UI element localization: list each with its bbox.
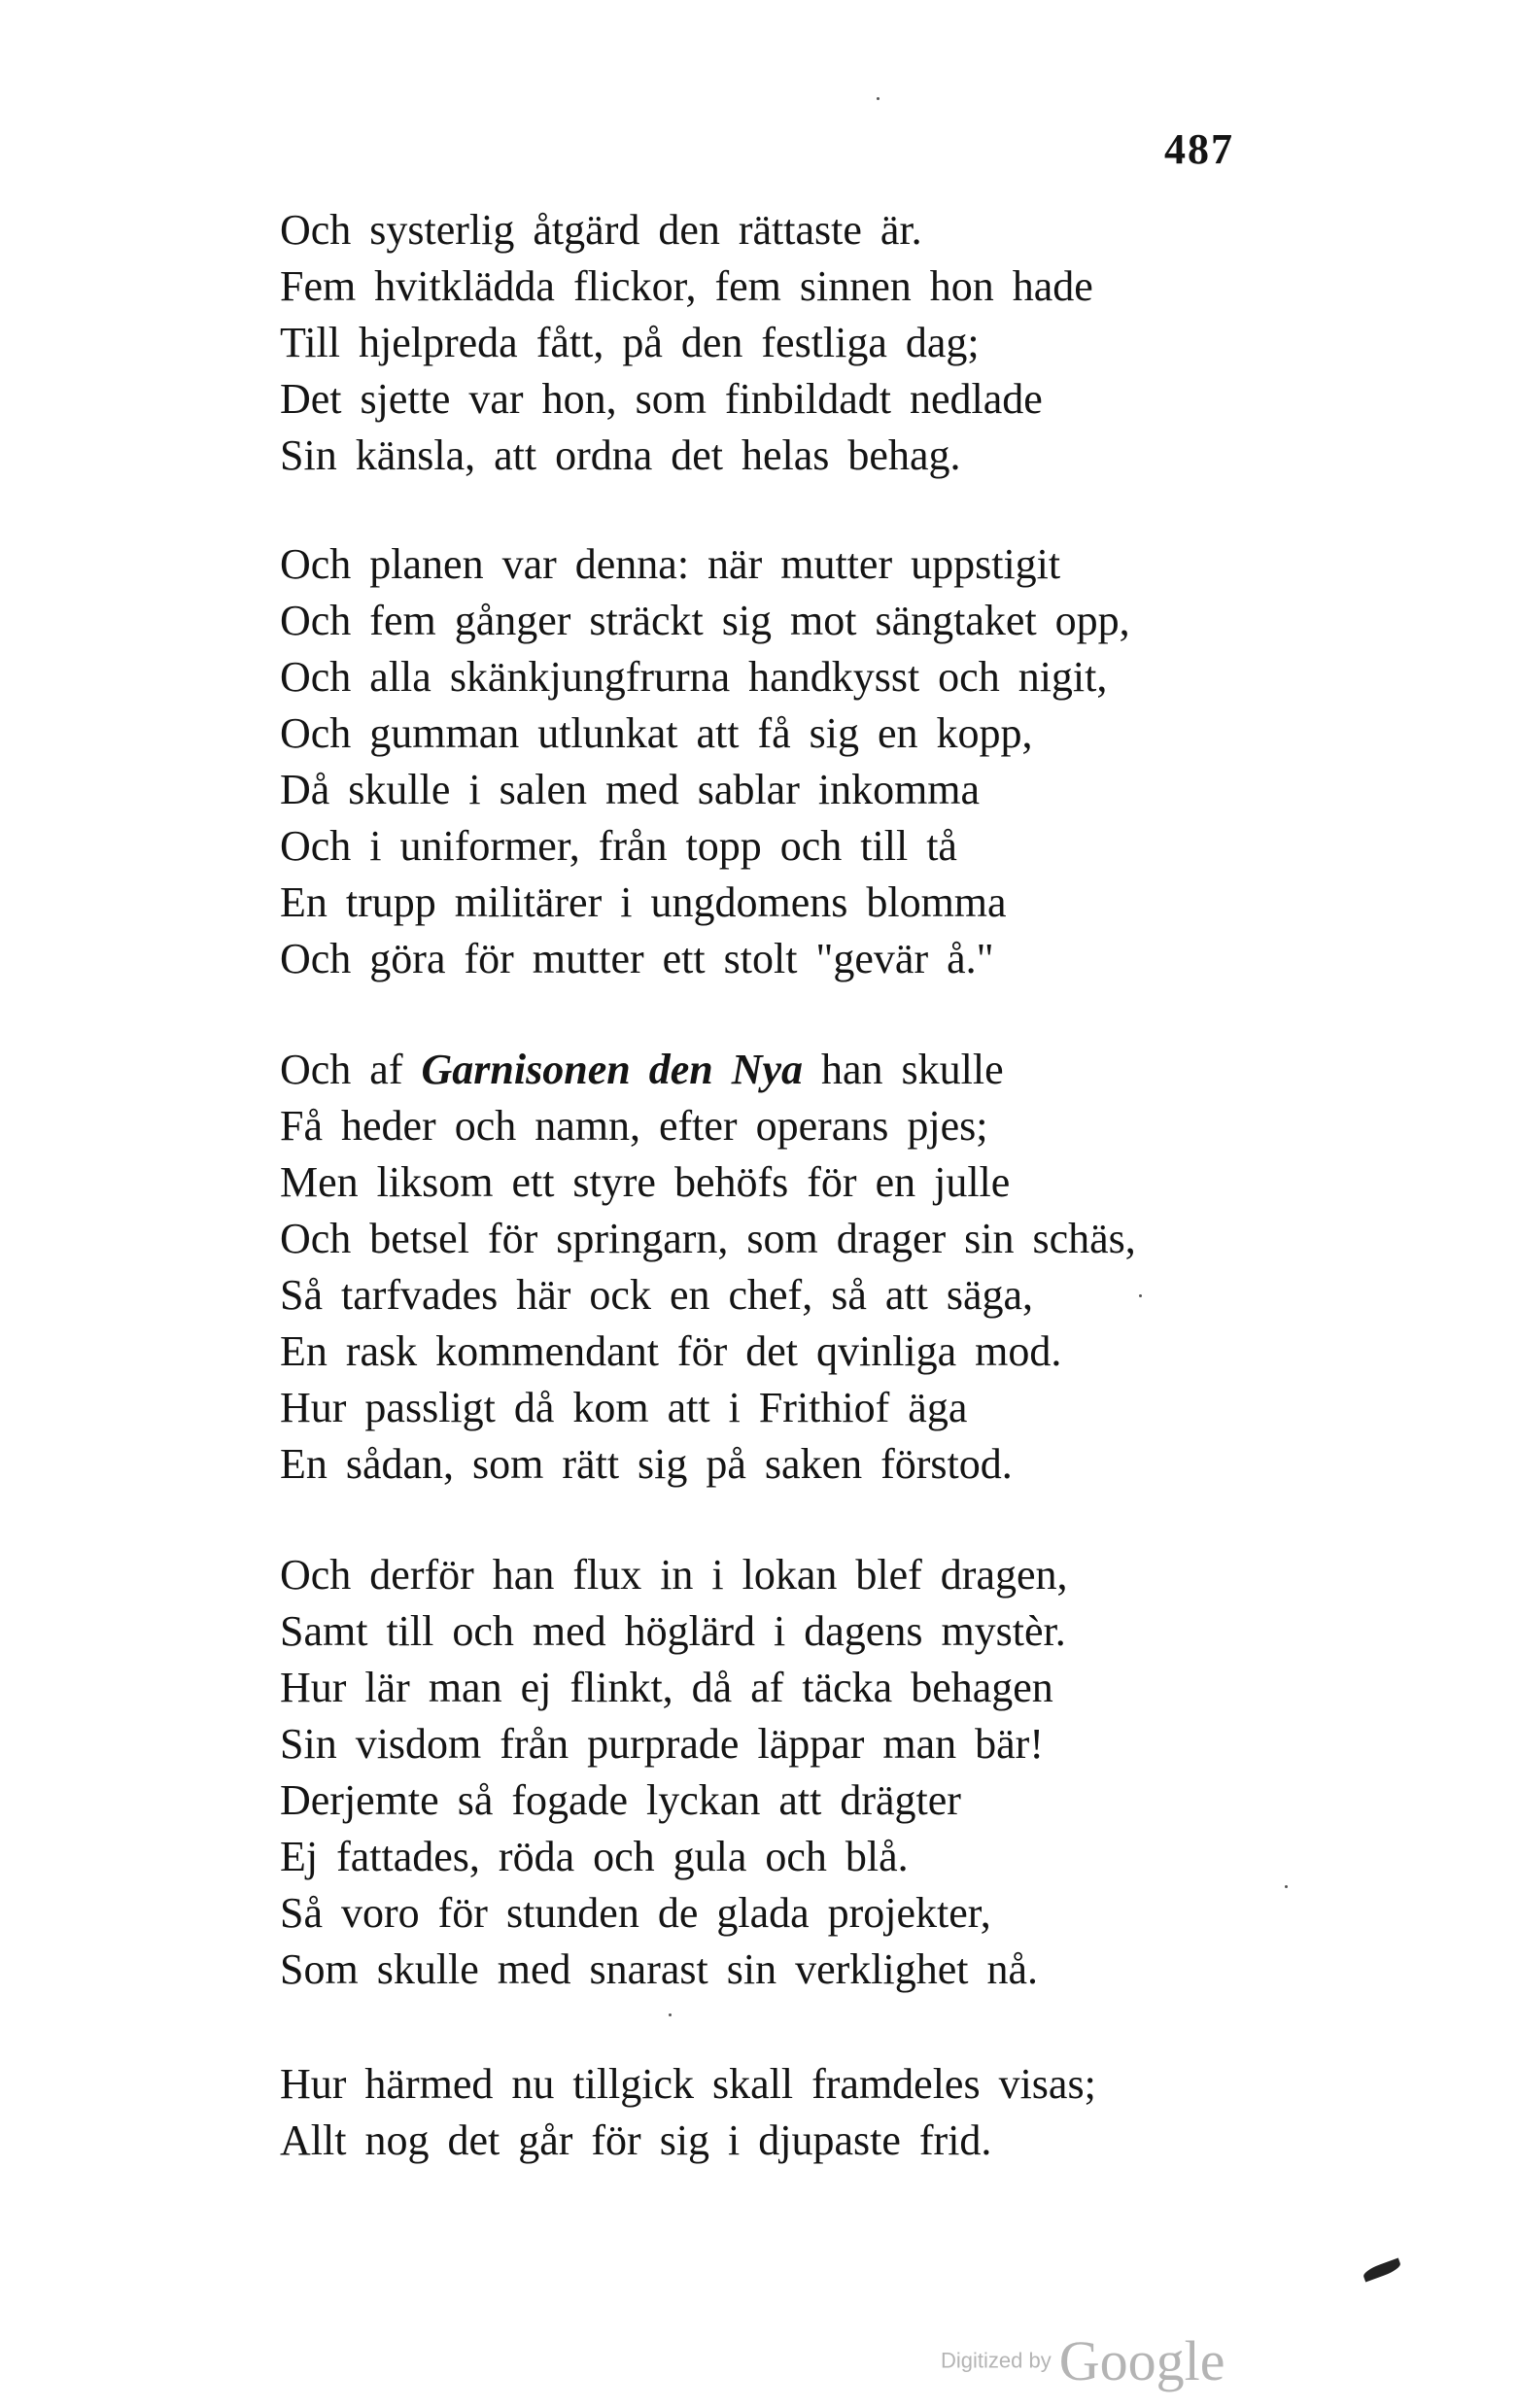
verse-line: Samt till och med höglärd i dagens mystèr. xyxy=(280,1607,1066,1655)
google-logo: Google xyxy=(1058,2329,1225,2392)
verse-line: Då skulle i salen med sablar inkomma xyxy=(280,766,981,813)
verse-line: Sin känsla, att ordna det helas behag. xyxy=(280,431,961,479)
verse-line: Och betsel för springarn, som drager sin schäs, xyxy=(280,1215,1136,1262)
verse-line: Och systerlig åtgärd den rättaste är. xyxy=(280,206,922,254)
verse-line: En rask kommendant för det qvinliga mod. xyxy=(280,1327,1062,1375)
stanza-4 xyxy=(280,1547,1068,1998)
verse-line-start: Och af xyxy=(280,1046,403,1093)
verse-line: Och göra för mutter ett stolt "gevär å." xyxy=(280,935,994,982)
page-number: 487 xyxy=(1164,125,1234,173)
verse-line-end: han skulle xyxy=(821,1046,1004,1093)
paper-speck xyxy=(1285,1885,1288,1888)
verse-line: Hur härmed nu tillgick skall framdeles visas; xyxy=(280,2060,1096,2108)
verse-line: Och planen var denna: när mutter uppstigit xyxy=(280,540,1061,588)
verse-line: Så tarfvades här ock en chef, så att säga, xyxy=(280,1271,1034,1319)
verse-line: Och gumman utlunkat att få sig en kopp, xyxy=(280,709,1033,757)
verse-line: Som skulle med snarast sin verklighet nå. xyxy=(280,1945,1038,1993)
stanza-3 xyxy=(280,1042,1136,1493)
verse-line: Få heder och namn, efter operans pjes; xyxy=(280,1102,988,1150)
verse-line: Hur lär man ej flinkt, då af täcka behagen xyxy=(280,1664,1053,1711)
verse-line: Fem hvitklädda flickor, fem sinnen hon hade xyxy=(280,262,1093,310)
verse-line: Och alla skänkjungfrurna handkysst och nigit, xyxy=(280,653,1108,701)
verse-line: En sådan, som rätt sig på saken förstod. xyxy=(280,1440,1013,1488)
verse-line: Och fem gånger sträckt sig mot sängtaket opp, xyxy=(280,597,1130,644)
watermark-prefix: Digitized by xyxy=(941,2348,1052,2373)
verse-line: Allt nog det går för sig i djupaste frid. xyxy=(280,2116,992,2164)
verse-line: Sin visdom från purprade läppar man bär! xyxy=(280,1720,1044,1768)
verse-line: Ej fattades, röda och gula och blå. xyxy=(280,1833,909,1880)
paper-speck xyxy=(669,2013,672,2016)
verse-line: Och i uniformer, från topp och till tå xyxy=(280,822,957,870)
italic-title: Garnisonen den Nya xyxy=(421,1046,803,1093)
ink-mark xyxy=(1362,2258,1402,2283)
verse-line: Så voro för stunden de glada projekter, xyxy=(280,1889,991,1937)
stanza-2 xyxy=(280,536,1130,987)
verse-line: Hur passligt då kom att i Frithiof äga xyxy=(280,1384,968,1431)
verse-line xyxy=(280,1042,1136,1098)
verse-line: Det sjette var hon, som finbildadt nedlade xyxy=(280,375,1043,423)
paper-speck xyxy=(1139,1294,1142,1297)
stanza-1 xyxy=(280,202,1093,484)
verse-line: Och derför han flux in i lokan blef dragen, xyxy=(280,1551,1068,1599)
verse-line: En trupp militärer i ungdomens blomma xyxy=(280,878,1007,926)
digitized-by-google-watermark xyxy=(941,2328,1225,2393)
stanza-5 xyxy=(280,2056,1096,2169)
verse-line: Till hjelpreda fått, på den festliga dag; xyxy=(280,319,980,366)
paper-speck xyxy=(877,97,880,100)
verse-line: Men liksom ett styre behöfs för en julle xyxy=(280,1158,1011,1206)
verse-line: Derjemte så fogade lyckan att drägter xyxy=(280,1776,961,1824)
